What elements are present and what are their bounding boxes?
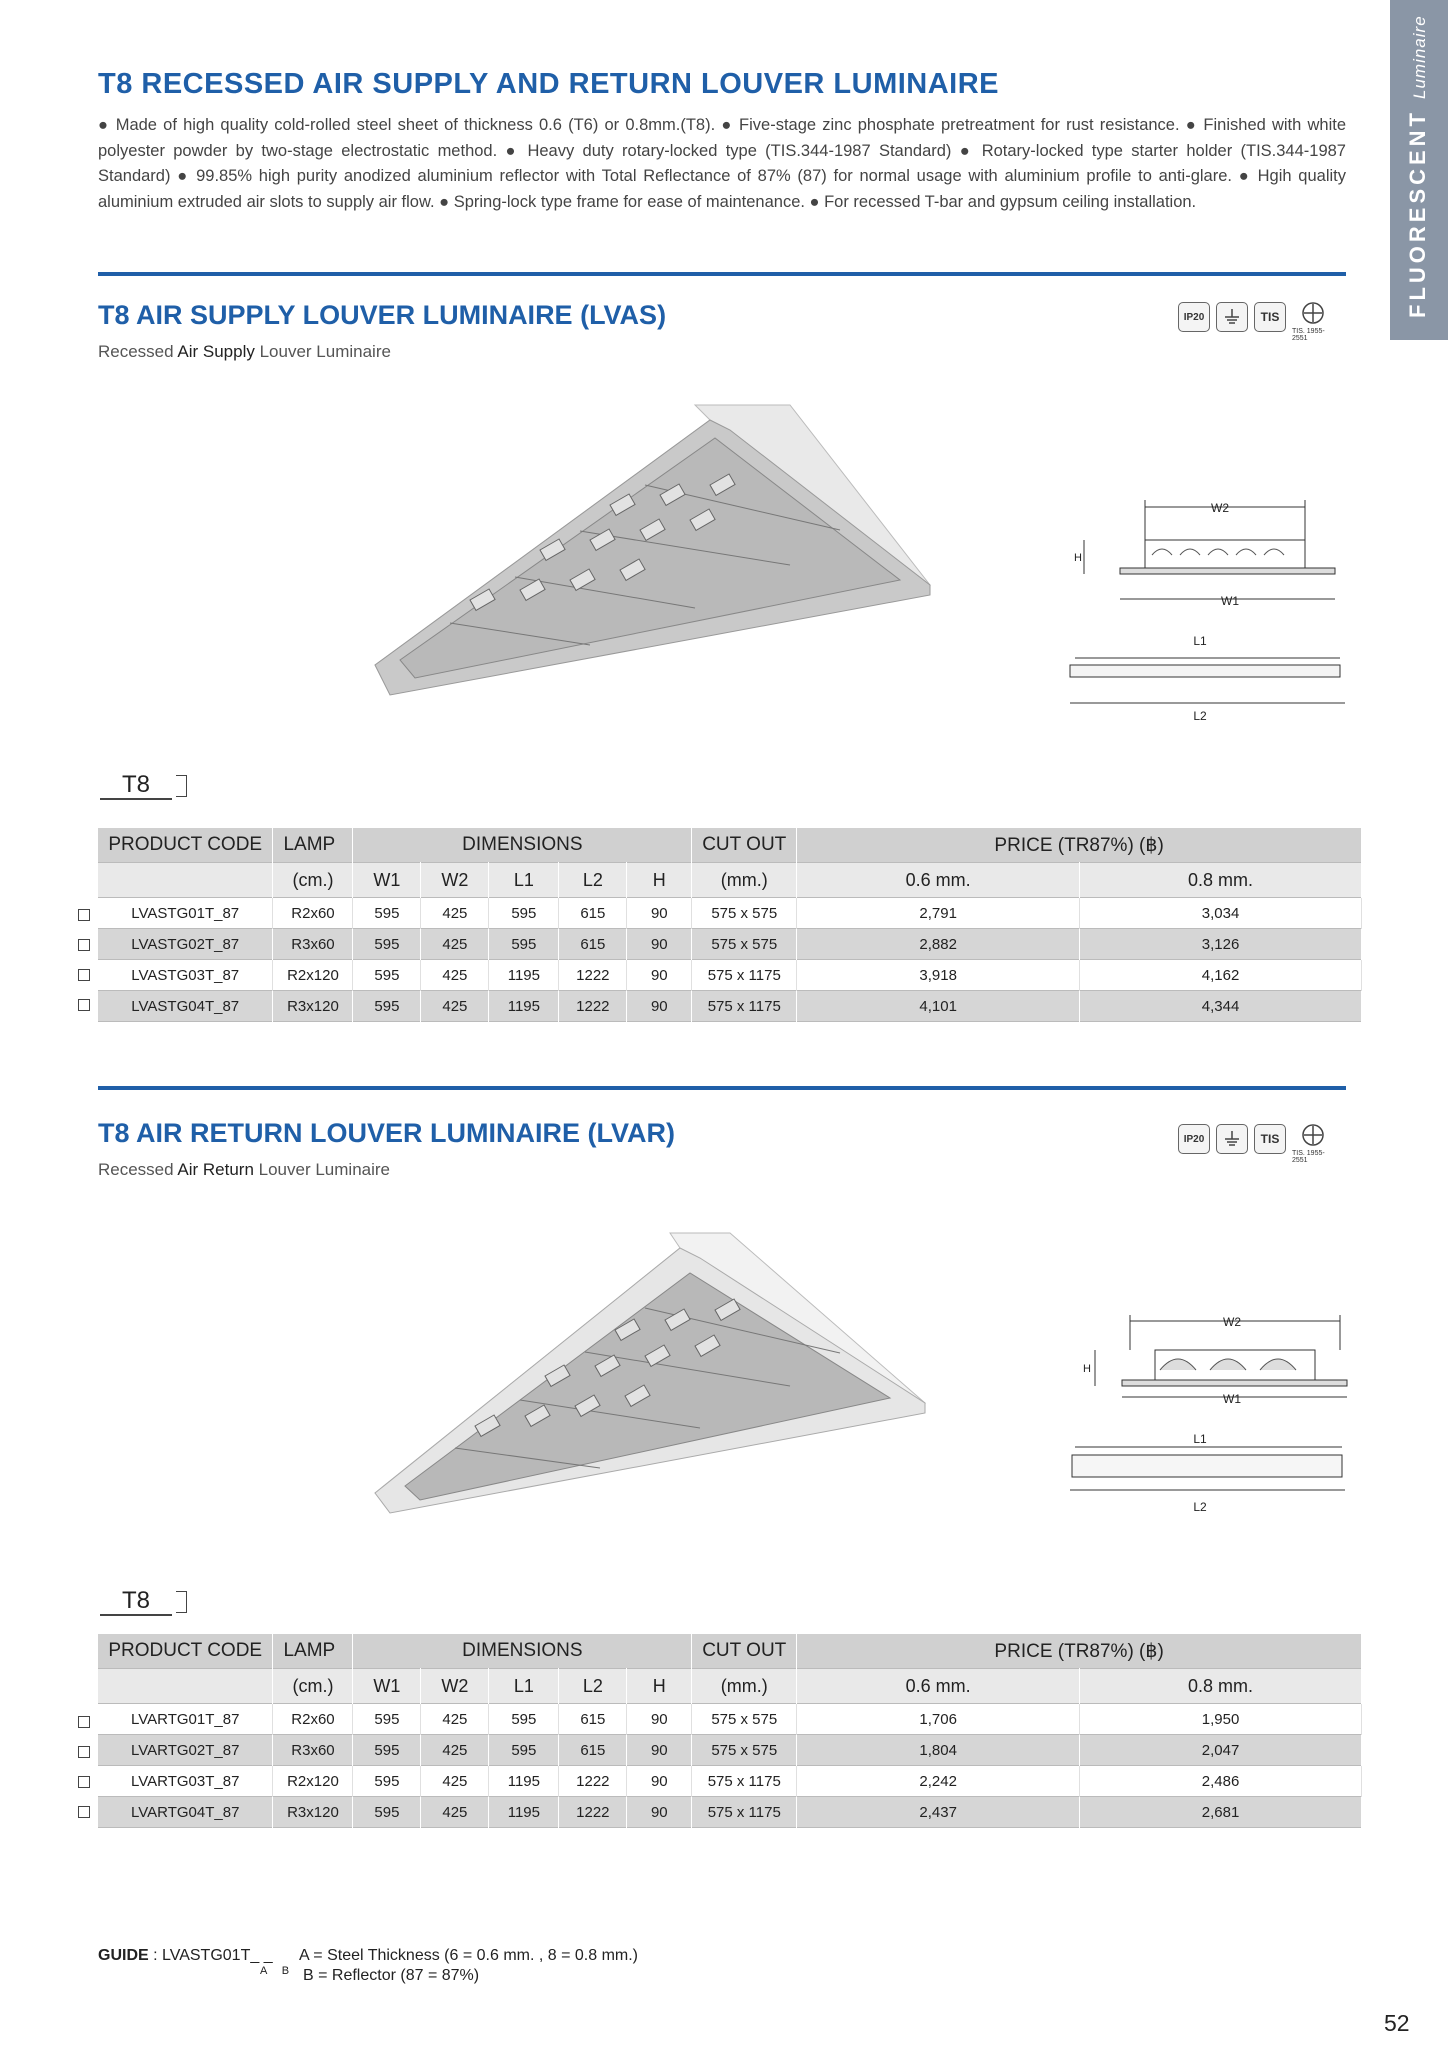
row-checkbox[interactable] <box>78 1806 90 1818</box>
subtitle-post: Louver Luminaire <box>254 342 391 361</box>
lvar-spec-table <box>98 1634 1362 1828</box>
col-price-08: 0.8 mm. <box>1080 1669 1362 1704</box>
col-w2: W2 <box>421 863 489 898</box>
lamp-icon <box>176 775 187 797</box>
cell-w1: 595 <box>353 960 421 991</box>
table-row <box>98 960 1362 991</box>
subtitle-post: Louver Luminaire <box>253 1160 390 1179</box>
cell-cut: 575 x 575 <box>692 929 797 960</box>
cell-l1: 1195 <box>489 960 559 991</box>
guide-label: GUIDE <box>98 1947 149 1964</box>
cell-w1: 595 <box>353 929 421 960</box>
cell-l2: 1222 <box>559 1797 627 1828</box>
subtitle-bold: Air Supply <box>177 342 255 361</box>
row-checkbox[interactable] <box>78 1746 90 1758</box>
cell-w2: 425 <box>421 898 489 929</box>
certification-icons <box>1178 300 1332 342</box>
tis-standard-mark <box>1292 1122 1332 1164</box>
lvar-product-image <box>370 1228 940 1518</box>
page-title: T8 RECESSED AIR SUPPLY AND RETURN LOUVER LUMINAIRE <box>98 68 1000 100</box>
cell-w2: 425 <box>421 960 489 991</box>
col-l1: L1 <box>489 1669 559 1704</box>
col-product-code: PRODUCT CODE <box>98 828 273 863</box>
intro-description: ● Made of high quality cold-rolled steel sheet of thickness 0.6 (T6) or 0.8mm.(T8). ● Five-stage zinc phosphate pretreatment for rust resistance. ● Finished with white polyester powder by two-stage electrostatic method. ● Heavy duty rotary-locked type (TIS.344-1987 Standard) ● Rotary-locked type starter holder (TIS.344-1987 Standard) ● 99.85% high purity anodized aluminium reflector with Total Reflectance of 87% (87) for normal usage with aluminium profile to anti-glare. ● Hgih quality aluminium extruded air slots to supply air flow. ● Spring-lock type frame for ease of maintenance. ● For recessed T-bar and gypsum ceiling installation. <box>98 116 1346 211</box>
cell-price-06: 3,918 <box>797 960 1080 991</box>
page-number: 52 <box>1384 2010 1410 2036</box>
col-price-06: 0.6 mm. <box>797 1669 1080 1704</box>
col-dimensions: DIMENSIONS <box>353 828 692 863</box>
cell-w2: 425 <box>421 1704 489 1735</box>
col-w1: W1 <box>353 863 421 898</box>
table-row <box>98 1797 1362 1828</box>
col-w2: W2 <box>421 1669 489 1704</box>
cell-lamp: R3x120 <box>273 991 353 1022</box>
guide-line-b: B = Reflector (87 = 87%) <box>303 1967 480 1984</box>
cell-code: LVARTG04T_87 <box>98 1797 273 1828</box>
certification-icons <box>1178 1122 1332 1164</box>
row-checkbox[interactable] <box>78 1716 90 1728</box>
cell-price-06: 2,437 <box>797 1797 1080 1828</box>
section-subtitle <box>98 342 391 362</box>
subtitle-pre: Recessed <box>98 342 178 361</box>
cell-cut: 575 x 1175 <box>692 1797 797 1828</box>
cell-price-08: 3,034 <box>1080 898 1362 929</box>
guide-code: : LVASTG01T_ _ <box>153 1947 273 1964</box>
cell-h: 90 <box>627 960 692 991</box>
cell-w2: 425 <box>421 991 489 1022</box>
subtitle-pre: Recessed <box>98 1160 178 1179</box>
col-blank <box>98 863 273 898</box>
cell-w1: 595 <box>353 1735 421 1766</box>
cell-l2: 615 <box>559 1704 627 1735</box>
table-header-row <box>98 1634 1362 1669</box>
cell-price-08: 2,681 <box>1080 1797 1362 1828</box>
ground-symbol-icon <box>1216 302 1248 332</box>
cell-l1: 1195 <box>489 1797 559 1828</box>
cell-l2: 1222 <box>559 1766 627 1797</box>
dim-h-label: H <box>1074 552 1082 564</box>
cell-lamp: R2x120 <box>273 1766 353 1797</box>
cell-l2: 1222 <box>559 960 627 991</box>
col-lamp: LAMP <box>273 828 353 863</box>
table-row <box>98 1704 1362 1735</box>
section-title: T8 AIR RETURN LOUVER LUMINAIRE (LVAR) <box>98 1118 675 1148</box>
tis-standard-icon <box>1300 300 1326 326</box>
cell-price-08: 4,344 <box>1080 991 1362 1022</box>
cell-l2: 615 <box>559 929 627 960</box>
cell-l1: 595 <box>489 898 559 929</box>
cell-w2: 425 <box>421 1766 489 1797</box>
tis-standard-label: TIS. 1955-2551 <box>1292 328 1325 342</box>
cell-l2: 1222 <box>559 991 627 1022</box>
cell-h: 90 <box>627 1704 692 1735</box>
col-l1: L1 <box>489 863 559 898</box>
dim-w1-label: W1 <box>1223 1392 1241 1406</box>
tis-standard-icon <box>1300 1122 1326 1148</box>
tis-standard-mark <box>1292 300 1332 342</box>
col-lamp-unit: (cm.) <box>273 863 353 898</box>
ground-symbol-icon <box>1216 1124 1248 1154</box>
cell-price-06: 2,242 <box>797 1766 1080 1797</box>
dim-w2-label: W2 <box>1211 501 1229 515</box>
cell-lamp: R3x120 <box>273 1797 353 1828</box>
dim-l1-label: L1 <box>1193 1432 1207 1446</box>
cell-price-08: 3,126 <box>1080 929 1362 960</box>
cell-l1: 595 <box>489 929 559 960</box>
cell-code: LVARTG03T_87 <box>98 1766 273 1797</box>
col-lamp: LAMP <box>273 1634 353 1669</box>
col-blank <box>98 1669 273 1704</box>
col-l2: L2 <box>559 863 627 898</box>
cell-lamp: R3x60 <box>273 1735 353 1766</box>
col-cut-unit: (mm.) <box>692 863 797 898</box>
lvas-dimension-diagram <box>1060 495 1350 730</box>
dim-w1-label: W1 <box>1221 594 1239 608</box>
cell-lamp: R2x120 <box>273 960 353 991</box>
cell-w2: 425 <box>421 1797 489 1828</box>
table-row <box>98 929 1362 960</box>
col-h: H <box>627 863 692 898</box>
cell-h: 90 <box>627 898 692 929</box>
table-row <box>98 898 1362 929</box>
cell-lamp: R2x60 <box>273 1704 353 1735</box>
cell-cut: 575 x 575 <box>692 898 797 929</box>
cell-w1: 595 <box>353 898 421 929</box>
cell-l1: 595 <box>489 1735 559 1766</box>
col-lamp-unit: (cm.) <box>273 1669 353 1704</box>
section-divider <box>98 1086 1346 1090</box>
t8-lamp-badge <box>100 772 187 800</box>
cell-l1: 1195 <box>489 991 559 1022</box>
cell-price-08: 2,047 <box>1080 1735 1362 1766</box>
side-tab-label <box>1405 15 1431 318</box>
lvar-dimension-diagram <box>1060 1305 1350 1520</box>
section-title: T8 AIR SUPPLY LOUVER LUMINAIRE (LVAS) <box>98 300 667 330</box>
cell-cut: 575 x 575 <box>692 1704 797 1735</box>
cell-h: 90 <box>627 1766 692 1797</box>
col-cut-out: CUT OUT <box>692 828 797 863</box>
cell-l2: 615 <box>559 1735 627 1766</box>
table-row <box>98 1735 1362 1766</box>
cell-w1: 595 <box>353 1797 421 1828</box>
code-guide <box>98 1947 638 1984</box>
dim-l2-label: L2 <box>1193 709 1207 723</box>
col-cut-out: CUT OUT <box>692 1634 797 1669</box>
cell-code: LVASTG04T_87 <box>98 991 273 1022</box>
cell-code: LVARTG02T_87 <box>98 1735 273 1766</box>
col-l2: L2 <box>559 1669 627 1704</box>
cell-w2: 425 <box>421 929 489 960</box>
guide-ab-markers: A B <box>260 1965 296 1977</box>
table-subheader-row <box>98 1669 1362 1704</box>
t8-lamp-badge <box>100 1588 187 1616</box>
col-dimensions: DIMENSIONS <box>353 1634 692 1669</box>
lvas-spec-table <box>98 828 1362 1022</box>
cell-h: 90 <box>627 1797 692 1828</box>
row-checkbox[interactable] <box>78 969 90 981</box>
cell-l1: 595 <box>489 1704 559 1735</box>
row-checkbox[interactable] <box>78 999 90 1011</box>
row-checkbox[interactable] <box>78 1776 90 1788</box>
cell-price-06: 1,804 <box>797 1735 1080 1766</box>
cell-cut: 575 x 575 <box>692 1735 797 1766</box>
section-divider <box>98 272 1346 276</box>
table-header-row <box>98 828 1362 863</box>
cell-l1: 1195 <box>489 1766 559 1797</box>
cell-price-06: 2,791 <box>797 898 1080 929</box>
col-price-08: 0.8 mm. <box>1080 863 1362 898</box>
lamp-icon <box>176 1591 187 1613</box>
col-product-code: PRODUCT CODE <box>98 1634 273 1669</box>
cell-code: LVASTG02T_87 <box>98 929 273 960</box>
cell-w1: 595 <box>353 1766 421 1797</box>
row-checkbox[interactable] <box>78 909 90 921</box>
row-checkbox[interactable] <box>78 939 90 951</box>
col-cut-unit: (mm.) <box>692 1669 797 1704</box>
cell-price-08: 2,486 <box>1080 1766 1362 1797</box>
cell-l2: 615 <box>559 898 627 929</box>
cell-h: 90 <box>627 929 692 960</box>
cell-cut: 575 x 1175 <box>692 960 797 991</box>
cell-h: 90 <box>627 1735 692 1766</box>
lvas-product-image <box>370 400 940 700</box>
side-tab-sub: Luminaire <box>1410 15 1429 99</box>
tis-icon: TIS <box>1254 302 1286 332</box>
col-h: H <box>627 1669 692 1704</box>
col-price: PRICE (TR87%) (฿) <box>797 1634 1362 1669</box>
cell-price-06: 2,882 <box>797 929 1080 960</box>
dim-h-label: H <box>1083 1363 1091 1375</box>
t8-badge-label: T8 <box>100 1588 172 1616</box>
cell-cut: 575 x 1175 <box>692 1766 797 1797</box>
cell-code: LVARTG01T_87 <box>98 1704 273 1735</box>
table-subheader-row <box>98 863 1362 898</box>
cell-code: LVASTG01T_87 <box>98 898 273 929</box>
side-tab-main: FLUORESCENT <box>1405 109 1430 318</box>
table-row <box>98 991 1362 1022</box>
table-row <box>98 1766 1362 1797</box>
ip20-icon: IP20 <box>1178 302 1210 332</box>
t8-badge-label: T8 <box>100 772 172 800</box>
cell-price-08: 4,162 <box>1080 960 1362 991</box>
col-w1: W1 <box>353 1669 421 1704</box>
ip20-icon: IP20 <box>1178 1124 1210 1154</box>
col-price: PRICE (TR87%) (฿) <box>797 828 1362 863</box>
cell-w1: 595 <box>353 991 421 1022</box>
dim-l1-label: L1 <box>1193 634 1207 648</box>
dim-w2-label: W2 <box>1223 1315 1241 1329</box>
cell-h: 90 <box>627 991 692 1022</box>
guide-line-a: A = Steel Thickness (6 = 0.6 mm. , 8 = 0.8 mm.) <box>299 1947 638 1964</box>
cell-price-06: 1,706 <box>797 1704 1080 1735</box>
cell-price-08: 1,950 <box>1080 1704 1362 1735</box>
tis-icon: TIS <box>1254 1124 1286 1154</box>
cell-price-06: 4,101 <box>797 991 1080 1022</box>
cell-lamp: R2x60 <box>273 898 353 929</box>
cell-w1: 595 <box>353 1704 421 1735</box>
dim-l2-label: L2 <box>1193 1500 1207 1514</box>
cell-lamp: R3x60 <box>273 929 353 960</box>
subtitle-bold: Air Return <box>177 1160 254 1179</box>
col-price-06: 0.6 mm. <box>797 863 1080 898</box>
section-subtitle <box>98 1160 390 1180</box>
cell-w2: 425 <box>421 1735 489 1766</box>
tis-standard-label: TIS. 1955-2551 <box>1292 1150 1325 1164</box>
cell-code: LVASTG03T_87 <box>98 960 273 991</box>
cell-cut: 575 x 1175 <box>692 991 797 1022</box>
